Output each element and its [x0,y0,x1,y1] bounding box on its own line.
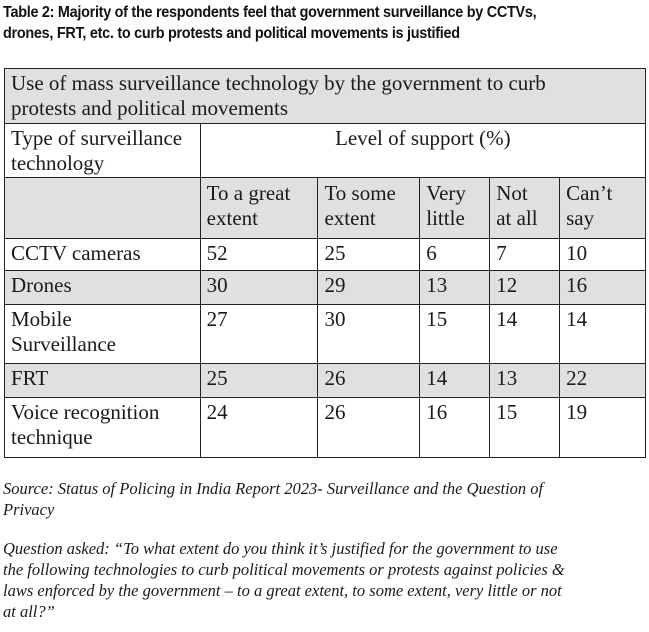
table-cell: 22 [560,364,646,398]
table-cell: 10 [560,239,646,271]
row-label-line: FRT [11,366,49,390]
table-cell: 16 [420,398,490,458]
question-note-line-1: Question asked: “To what extent do you think it’s justified for the government to use [3,539,558,558]
table-cell: 16 [560,271,646,305]
row-label-line: CCTV cameras [11,241,141,265]
row-label [5,239,201,271]
table-cell: 15 [490,398,560,458]
source-note [3,478,643,520]
question-note [3,538,643,622]
table-title-line-1: Table 2: Majority of the respondents feel that government surveillance by CCTVs, [3,4,537,21]
table-cell: 25 [200,364,318,398]
table-row [5,271,646,305]
question-note-line-4: at all?” [3,602,55,621]
row-label-line: Voice recognition [11,400,160,424]
column-header-some-extent [318,178,420,239]
survey-table [4,68,646,458]
row-label-line: technique [11,425,93,449]
column-header-great-extent [200,178,318,239]
column-header-line: extent [324,206,376,230]
row-label [5,271,201,305]
table-cell: 13 [490,364,560,398]
table-row [5,364,646,398]
row-label [5,305,201,364]
column-header-line: Very [426,181,466,205]
table-cell: 27 [200,305,318,364]
table-title-line-2: drones, FRT, etc. to curb protests and political movements is justified [3,25,460,42]
table-cell: 14 [420,364,490,398]
row-label [5,364,201,398]
column-header-line: at all [496,206,538,230]
table-row [5,239,646,271]
table-cell: 7 [490,239,560,271]
row-label-line: Mobile [11,307,72,331]
type-header [5,124,201,178]
table-cell: 15 [420,305,490,364]
table-cell: 24 [200,398,318,458]
table-cell: 25 [318,239,420,271]
column-header-line: To some [324,181,396,205]
type-header-line-1: Type of surveillance [11,126,183,150]
table-cell: 26 [318,364,420,398]
question-note-line-2: the following technologies to curb political movements or protests against policies & [3,560,565,579]
table-cell: 30 [318,305,420,364]
table-caption-line-2: protests and political movements [11,96,289,120]
table-cell: 26 [318,398,420,458]
source-note-line-2: Privacy [3,500,55,519]
column-header-line: say [566,206,595,230]
row-label-line: Drones [11,273,72,297]
row-label [5,398,201,458]
table-cell: 6 [420,239,490,271]
table-title [3,2,598,44]
row-label-line: Surveillance [11,332,116,356]
source-note-line-1: Source: Status of Policing in India Report 2023- Surveillance and the Question of [3,479,544,498]
column-header-line: To a great [206,181,291,205]
column-header-line: Not [496,181,528,205]
table-cell: 29 [318,271,420,305]
table-cell: 12 [490,271,560,305]
table-cell: 30 [200,271,318,305]
column-header-cant-say [560,178,646,239]
table-cell: 52 [200,239,318,271]
table-cell: 14 [560,305,646,364]
table-caption-line-1: Use of mass surveillance technology by the government to curb [11,71,546,95]
column-header-line: Can’t [566,181,613,205]
column-header-not-at-all [490,178,560,239]
column-header-very-little [420,178,490,239]
table-row [5,398,646,458]
question-note-line-3: laws enforced by the government – to a great extent, to some extent, very little or not [3,581,562,600]
table-cell: 14 [490,305,560,364]
table-cell: 19 [560,398,646,458]
support-header: Level of support (%) [200,124,645,178]
column-header-line: extent [206,206,258,230]
type-header-line-2: technology [11,151,105,175]
table-cell: 13 [420,271,490,305]
table-caption [5,69,646,124]
header-blank-cell [5,178,201,239]
table-row [5,305,646,364]
column-header-line: little [426,206,465,230]
